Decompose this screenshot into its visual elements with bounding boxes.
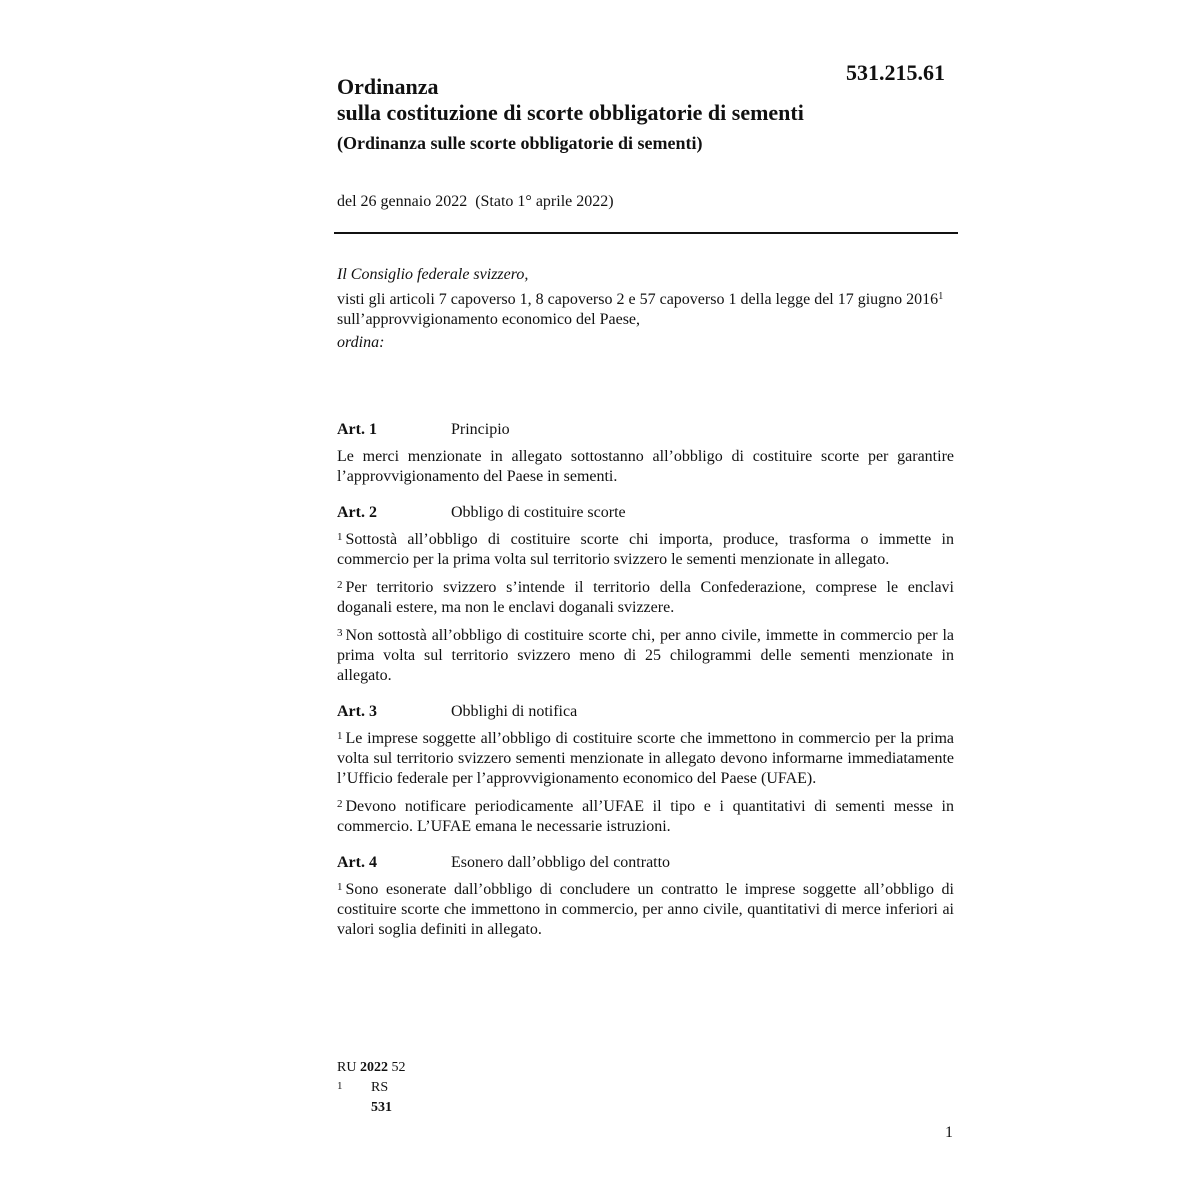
ru-page: 52 [387, 1060, 406, 1075]
footnote-number: 531 [371, 1100, 392, 1115]
article-heading [337, 503, 954, 525]
article-title: Obblighi di notifica [451, 703, 578, 720]
article-number: Art. 1 [337, 421, 377, 438]
article-title: Obbligo di costituire scorte [451, 504, 626, 521]
paragraph-text: Sottostà all’obbligo di costituire scorte chi importa, produce, trasforma o immette in commercio per la prima volta sul territorio svizzero le sementi menzionate in allegato. [337, 531, 954, 568]
title-block [337, 74, 957, 155]
article-title: Esonero dall’obbligo del contratto [451, 854, 671, 871]
footnote-ref[interactable]: 1 [938, 291, 944, 302]
paragraph-number: 2 [337, 798, 343, 810]
ru-reference [337, 1058, 405, 1078]
preamble [337, 265, 957, 353]
issuer: Il Consiglio federale svizzero, [337, 266, 529, 283]
article-paragraph [337, 797, 954, 837]
paragraph-number: 2 [337, 579, 343, 591]
sr-number: 531.215.61 [846, 60, 945, 85]
article-paragraph [337, 626, 954, 686]
article-heading [337, 702, 954, 724]
page-number: 1 [945, 1124, 953, 1141]
article [337, 420, 954, 487]
legal-basis-text-end: sull’approvvigionamento economico del Paese, [337, 311, 641, 328]
article-paragraph [337, 578, 954, 618]
article-heading [337, 853, 954, 875]
article-number: Art. 4 [337, 854, 377, 871]
paragraph-number: 1 [337, 881, 343, 893]
ru-prefix: RU [337, 1060, 360, 1075]
title-line1: Ordinanza [337, 74, 439, 99]
article-paragraph [337, 880, 954, 940]
article [337, 702, 954, 837]
footnote-prefix: RS [371, 1080, 389, 1095]
paragraph-text: Devono notificare periodicamente all’UFAE il tipo e i quantitativi di sementi messe in commercio. L’UFAE emana le necessarie istruzioni. [337, 798, 954, 835]
article-title: Principio [451, 421, 510, 438]
footnote [337, 1078, 405, 1115]
paragraph-text: Sono esonerate dall’obbligo di concludere un contratto le imprese soggette all’obbligo di costituire scorte che immettono in commercio, per anno civile, quantitativi di merce inferiori ai valori soglia definiti in allegato. [337, 881, 954, 938]
article-heading [337, 420, 954, 442]
horizontal-rule [334, 232, 958, 234]
legal-basis [337, 290, 957, 330]
article-paragraph [337, 447, 954, 487]
article [337, 503, 954, 686]
orders: ordina: [337, 334, 385, 351]
legal-basis-text: visti gli articoli 7 capoverso 1, 8 capoverso 2 e 57 capoverso 1 della legge del 17 giugno 2016 [337, 291, 939, 308]
paragraph-text: Non sottostà all’obbligo di costituire scorte chi, per anno civile, immette in commercio per la prima volta sul territorio svizzero meno di 25 chilogrammi delle sementi menzionate in allegato. [337, 627, 954, 684]
paragraph-number: 3 [337, 627, 343, 639]
ru-year: 2022 [359, 1060, 388, 1075]
date-line: del 26 gennaio 2022 (Stato 1° aprile 2022) [337, 193, 614, 210]
footnote-text [371, 1078, 405, 1118]
short-title: (Ordinanza sulle scorte obbligatorie di sementi) [337, 133, 703, 153]
article-number: Art. 2 [337, 504, 377, 521]
title-line2: sulla costituzione di scorte obbligatorie di sementi [337, 100, 804, 125]
articles [337, 420, 954, 956]
article-paragraph [337, 530, 954, 570]
paragraph-text: Le merci menzionate in allegato sottostanno all’obbligo di costituire scorte per garantire l’approvvigionamento del Paese in sementi. [337, 448, 954, 485]
paragraph-number: 1 [337, 730, 343, 742]
footer [337, 1058, 406, 1115]
article-paragraph [337, 729, 954, 789]
paragraph-text: Per territorio svizzero s’intende il territorio della Confederazione, comprese le enclavi doganali estere, ma non le enclavi doganali svizzere. [337, 579, 954, 616]
article-number: Art. 3 [337, 703, 377, 720]
paragraph-text: Le imprese soggette all’obbligo di costituire scorte che immettono in commercio per la prima volta sul territorio svizzero sementi menzionate in allegato devono informarne immediatamente l’Ufficio federale per l’approvvigionamento economico del Paese (UFAE). [337, 730, 954, 787]
paragraph-number: 1 [337, 531, 343, 543]
footnote-mark: 1 [337, 1080, 343, 1092]
article [337, 853, 954, 940]
